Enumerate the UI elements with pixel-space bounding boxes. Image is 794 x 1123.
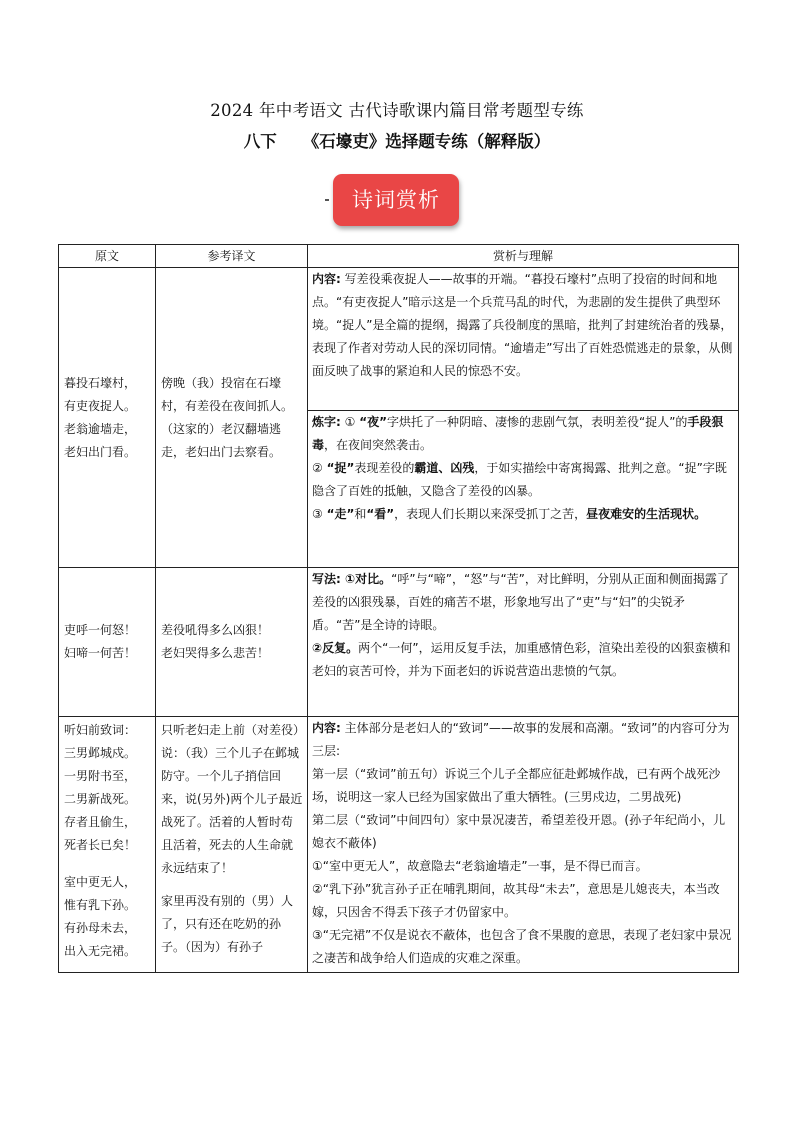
table-row xyxy=(59,717,739,973)
table-row xyxy=(59,568,739,717)
subtitle-topic: 《石壕吏》选择题专练（解释版） xyxy=(302,132,551,151)
content-label: 内容: xyxy=(312,272,341,286)
translation-cell xyxy=(156,568,308,717)
original-line: 惟有乳下孙。 xyxy=(64,898,137,912)
lian-text: ，在夜间突然袭击。 xyxy=(324,438,433,452)
document-subtitle xyxy=(0,128,794,152)
layer-text: 第二层（“致词”中间四句）家中景况凄苦，希望差役开恩。(孙子年纪尚小，儿媳衣不蔽体) xyxy=(312,813,726,850)
original-cell xyxy=(59,268,156,568)
table-row xyxy=(59,268,739,411)
content-analysis-cell xyxy=(308,717,739,973)
lian-keyword: “走” xyxy=(326,507,355,521)
original-cell xyxy=(59,717,156,973)
lian-keyword: “夜” xyxy=(359,415,387,429)
technique-keyword: ①对比。 xyxy=(340,572,392,586)
header-translation: 参考译文 xyxy=(156,245,308,268)
point-text: ②“乳下孙”犹言孙子正在哺乳期间，故其母“未去”，意思是儿媳丧夫，本当改嫁，只因舍不得丢下孩子才仍留家中。 xyxy=(312,882,720,919)
point-text: ③“无完裙”不仅是说衣不蔽体，也包含了食不果腹的意思，表现了老妇家中景况之凄苦和战争给人们造成的灾难之深重。 xyxy=(312,928,732,965)
lian-text: ，表现人们长期以来深受抓丁之苦， xyxy=(394,507,587,521)
translation-text: 傍晚（我）投宿在石壕村，有差役在夜间抓人。（这家的）老汉翻墙逃走，老妇出门去察看。 xyxy=(161,375,294,459)
layer-text: 第一层（“致词”前五句）诉说三个儿子全都应征赴邺城作战，已有两个战死沙场，说明这一家人已经为国家做出了重大牺牲。(三男戍边，二男战死) xyxy=(312,767,721,804)
translation-text: 只听老妇走上前（对差役）说：（我）三个儿子在邺城防守。一个儿子捎信回来，说(另外)两个儿子最近战死了。活着的人暂时苟且活着，死去的人生命就永远结束了！ xyxy=(161,723,303,875)
original-line: 出入无完裙。 xyxy=(64,944,137,958)
original-line: 存者且偷生， xyxy=(64,815,137,829)
lian-keyword: 昼夜难安的生活现状。 xyxy=(586,507,707,521)
original-line: 妇啼一何苦！ xyxy=(64,646,137,660)
word-analysis-cell xyxy=(308,411,739,568)
translation-cell xyxy=(156,717,308,973)
analysis-table xyxy=(58,244,739,973)
original-line: 老翁逾墙走， xyxy=(64,421,137,436)
section-badge: 诗词赏析 xyxy=(333,174,459,226)
lian-keyword: “捉” xyxy=(326,461,355,475)
original-line: 听妇前致词： xyxy=(64,723,137,737)
original-line: 有吏夜捉人。 xyxy=(64,398,137,413)
lian-keyword: 手段狠毒 xyxy=(312,415,724,452)
content-label: 内容: xyxy=(312,721,341,735)
lian-text: ① xyxy=(340,415,360,429)
lian-label: 炼字: xyxy=(312,415,341,429)
original-line: 有孙母未去， xyxy=(64,921,137,935)
translation-text: 家里再没有别的（男）人了，只有还在吃奶的孙子。（因为）有孙子 xyxy=(161,894,294,954)
lian-text: ③ xyxy=(312,507,327,521)
content-text: 主体部分是老妇人的“致词”——故事的发展和高潮。“致词”的内容可分为三层: xyxy=(312,721,730,758)
original-line: 二男新战死。 xyxy=(64,792,137,806)
translation-cell xyxy=(156,268,308,568)
document-title: 2024 年中考语文 古代诗歌课内篇目常考题型专练 xyxy=(210,101,584,120)
header-analysis: 赏析与理解 xyxy=(308,245,739,268)
translation-line: 老妇哭得多么悲苦！ xyxy=(161,646,270,660)
original-cell xyxy=(59,568,156,717)
content-text: 写差役乘夜捉人——故事的开端。“暮投石壕村”点明了投宿的时间和地点。“有吏夜捉人”暗示这是一个兵荒马乱的时代，为悲剧的发生提供了典型环境。“捉人”是全篇的提纲，揭露了兵役制度的黑暗，批判了封建统治者的残暴，表现了作者对劳动人民的深切同情。“逾墙走”写出了百姓恐慌逃走的景象，从侧面反映了战事的紧迫和人民的惊恐不安。 xyxy=(312,272,733,378)
original-line: 三男邺城戍。 xyxy=(64,746,137,760)
translation-line: 差役吼得多么凶狠！ xyxy=(161,623,270,637)
lian-keyword: 霸道、凶残 xyxy=(414,461,475,475)
technique-keyword: ②反复。 xyxy=(312,641,359,655)
original-line: 暮投石壕村， xyxy=(64,375,137,390)
content-analysis-cell xyxy=(308,268,739,411)
lian-text: 字烘托了一种阴暗、凄惨的悲剧气氛，表明差役“捉人”的 xyxy=(386,415,688,429)
lian-text: 表现差役的 xyxy=(354,461,415,475)
original-line: 吏呼一何怒！ xyxy=(64,623,137,637)
lian-keyword: “看” xyxy=(366,507,395,521)
lian-text: ，于如实描绘中寄寓揭露、批判之意。“捉”字既隐含了百姓的抵触，又隐含了差役的凶暴。 xyxy=(312,461,727,498)
table-header-row xyxy=(59,245,739,268)
header-original: 原文 xyxy=(59,245,156,268)
original-line: 老妇出门看。 xyxy=(64,444,137,459)
technique-label: 写法: xyxy=(312,572,341,586)
technique-text: 两个“一何”，运用反复手法，加重感情色彩，渲染出差役的凶狠蛮横和老妇的哀苦可怜，并为下面老妇的诉说营造出悲愤的气氛。 xyxy=(312,641,731,678)
technique-text: “呼”与“啼”，“怒”与“苦”，对比鲜明，分别从正面和侧面揭露了差役的凶狠残暴，百姓的痛苦不堪，形象地写出了“吏”与“妇”的尖锐矛盾。“苦”是全诗的诗眼。 xyxy=(312,572,729,632)
lian-text: 和 xyxy=(354,507,367,521)
subtitle-grade: 八下 xyxy=(243,132,277,151)
original-line: 一男附书至， xyxy=(64,769,137,783)
lian-text: ② xyxy=(312,461,327,475)
original-line: 死者长已矣！ xyxy=(64,838,137,852)
point-text: ①“室中更无人”，故意隐去“老翁逾墙走”一事，是不得已而言。 xyxy=(312,859,648,873)
technique-analysis-cell xyxy=(308,568,739,717)
badge-dot xyxy=(325,199,329,201)
original-line: 室中更无人， xyxy=(64,875,137,889)
